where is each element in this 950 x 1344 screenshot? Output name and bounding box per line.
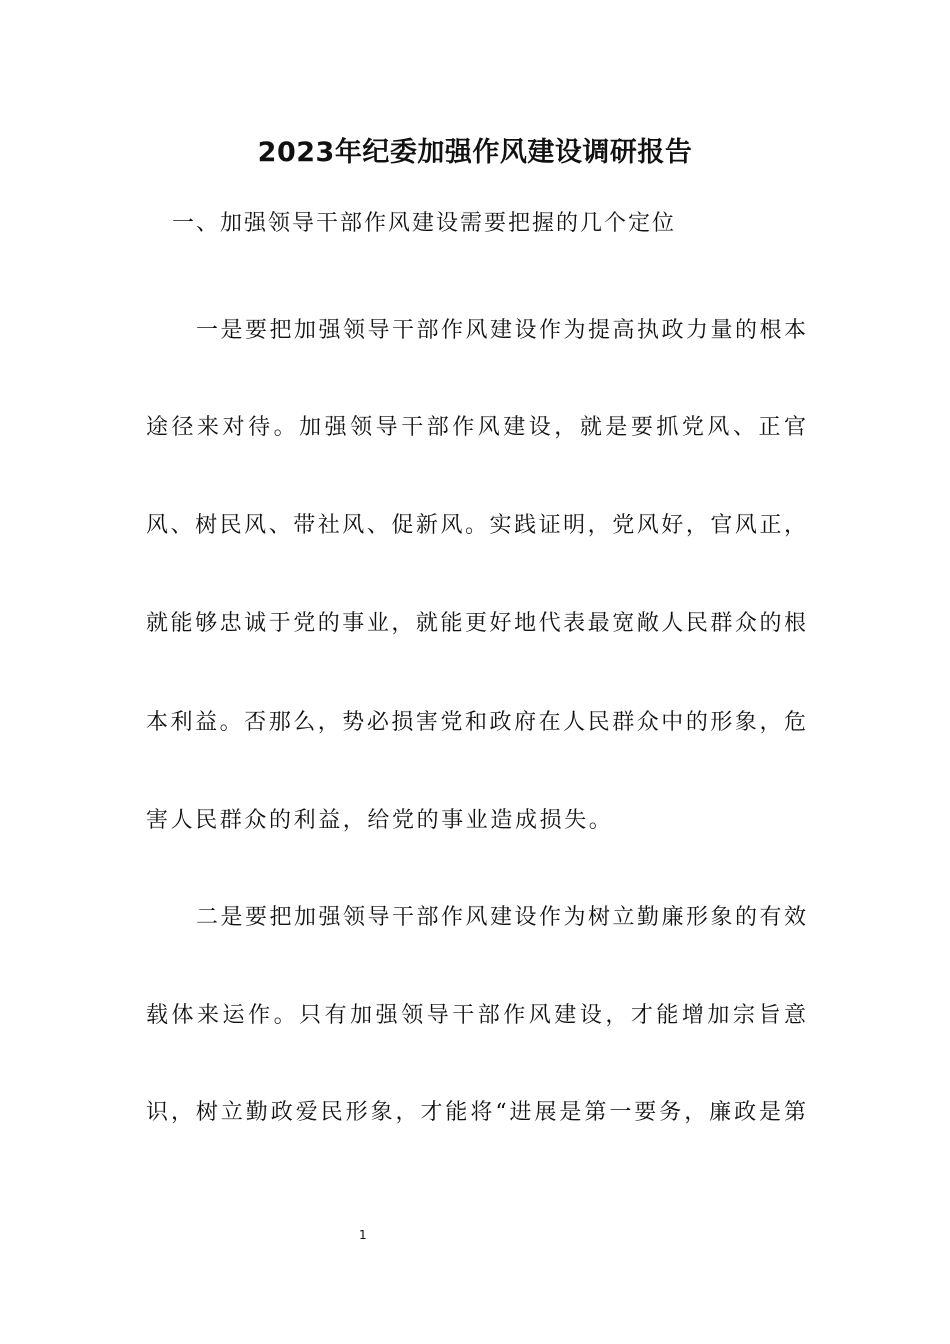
paragraph-2-line-3: 识，树立勤政爱民形象，才能将“进展是第一要务，廉政是第 (146, 1100, 806, 1125)
paragraph-1-line-6: 害人民群众的利益，给党的事业造成损失。 (146, 808, 614, 833)
paragraph-1-line-2: 途径来对待。加强领导干部作风建设，就是要抓党风、正官 (146, 415, 806, 440)
paragraph-2-line-1: 二是要把加强领导干部作风建设作为树立勤廉形象的有效 (196, 905, 806, 930)
paragraph-1-line-1: 一是要把加强领导干部作风建设作为提高执政力量的根本 (196, 318, 806, 343)
document-title: 2023年纪委加强作风建设调研报告 (257, 137, 693, 168)
page-number: 1 (359, 1228, 367, 1242)
paragraph-1-line-3: 风、树民风、带社风、促新风。实践证明，党风好，官风正， (146, 513, 806, 538)
section-heading: 一、加强领导干部作风建设需要把握的几个定位 (172, 211, 677, 236)
paragraph-1-line-5: 本利益。否那么，势必损害党和政府在人民群众中的形象，危 (146, 710, 806, 735)
paragraph-1-line-4: 就能够忠诚于党的事业，就能更好地代表最宽敞人民群众的根 (146, 611, 806, 636)
paragraph-2-line-2: 载体来运作。只有加强领导干部作风建设，才能增加宗旨意 (146, 1003, 806, 1028)
